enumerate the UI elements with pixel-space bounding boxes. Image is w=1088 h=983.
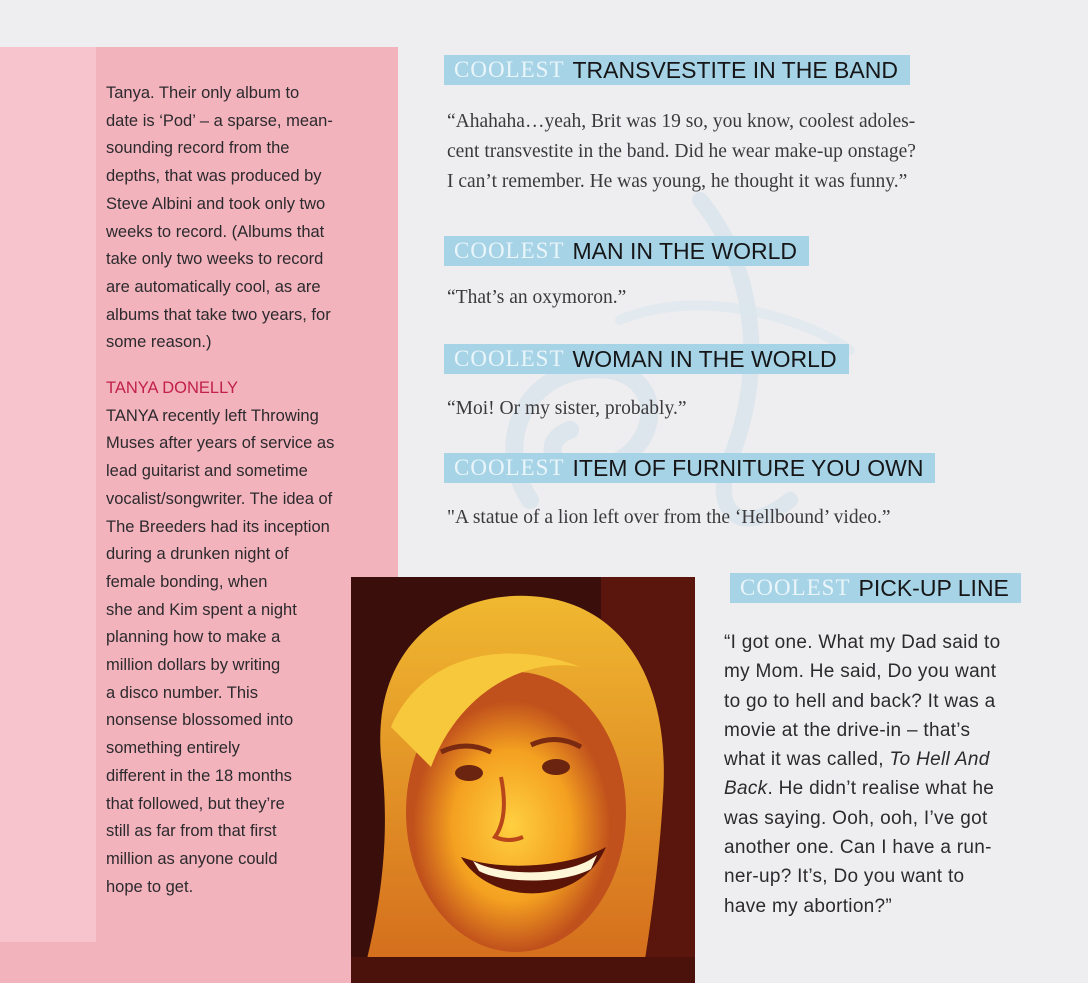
- bio-line: The Breeders had its inception: [106, 517, 330, 536]
- coolest-label: COOLEST: [454, 346, 565, 371]
- bio-line: million as anyone could: [106, 849, 278, 868]
- quote-line: [724, 774, 1064, 803]
- heading-woman: [444, 344, 849, 374]
- intro-line: take only two weeks to record: [106, 250, 324, 269]
- quote-line: I can’t remember. He was young, he thought it was funny.”: [447, 171, 908, 192]
- quote-furniture: "A statue of a lion left over from the ‘Hellbound’ video.”: [447, 507, 891, 528]
- quote-line: to go to hell and back? It was a: [724, 690, 996, 712]
- quote-line: another one. Can I have a run-: [724, 837, 992, 859]
- intro-line: date is ‘Pod’ – a sparse, mean-: [106, 111, 333, 130]
- bio-line: she and Kim spent a night: [106, 600, 297, 619]
- quote-line: ner-up? It’s, Do you want to: [724, 866, 965, 888]
- bio-line: a disco number. This: [106, 683, 258, 702]
- heading-topic: WOMAN IN THE WORLD: [572, 345, 837, 372]
- coolest-label: COOLEST: [454, 57, 565, 82]
- movie-title: Back: [724, 778, 768, 800]
- quote-transvestite: [447, 107, 1067, 197]
- heading-furniture: [444, 453, 935, 483]
- coolest-label: COOLEST: [454, 238, 565, 263]
- heading-transvestite: [444, 55, 910, 85]
- intro-line: depths, that was produced by: [106, 167, 322, 186]
- heading-topic: PICK-UP LINE: [858, 574, 1009, 601]
- quote-text: . He didn’t realise what he: [767, 778, 995, 800]
- bio-line: that followed, but they’re: [106, 794, 285, 813]
- quote-text: what it was called,: [724, 749, 890, 771]
- bio-line: female bonding, when: [106, 572, 268, 591]
- quote-line: cent transvestite in the band. Did he wear make-up onstage?: [447, 141, 916, 162]
- intro-line: some reason.): [106, 333, 212, 352]
- left-column: [106, 80, 391, 901]
- bio-line: still as far from that first: [106, 822, 277, 841]
- intro-line: Steve Albini and took only two: [106, 194, 326, 213]
- intro-line: sounding record from the: [106, 139, 290, 158]
- intro-line: albums that take two years, for: [106, 305, 331, 324]
- quote-pickup: [724, 628, 1064, 921]
- bio-line: nonsense blossomed into: [106, 711, 294, 730]
- quote-line: [724, 745, 1064, 774]
- bio-line: planning how to make a: [106, 628, 281, 647]
- bio-line: different in the 18 months: [106, 766, 292, 785]
- quote-line: was saying. Ooh, ooh, I’ve got: [724, 807, 988, 829]
- quote-woman: “Moi! Or my sister, probably.”: [447, 398, 687, 419]
- portrait-image: [351, 577, 695, 983]
- quote-line: movie at the drive-in – that’s: [724, 719, 971, 741]
- quote-line: have my abortion?”: [724, 895, 893, 917]
- bio-line: hope to get.: [106, 877, 194, 896]
- bio-line: Muses after years of service as: [106, 434, 335, 453]
- coolest-label: COOLEST: [454, 455, 565, 480]
- bio-line: TANYA recently left Throwing: [106, 406, 319, 425]
- bio-line: vocalist/songwriter. The idea of: [106, 489, 333, 508]
- heading-pickup: [730, 573, 1021, 603]
- quote-line: “I got one. What my Dad said to: [724, 632, 1001, 653]
- bio-heading: TANYA DONELLY: [106, 379, 239, 398]
- heading-topic: ITEM OF FURNITURE YOU OWN: [572, 454, 924, 481]
- quote-line: “Ahahaha…yeah, Brit was 19 so, you know, coolest adoles-: [447, 111, 916, 132]
- bio-line: during a drunken night of: [106, 545, 289, 564]
- intro-line: are automatically cool, as are: [106, 277, 321, 296]
- heading-topic: MAN IN THE WORLD: [572, 237, 797, 264]
- bio-line: lead guitarist and sometime: [106, 462, 308, 481]
- quote-line: my Mom. He said, Do you want: [724, 661, 997, 683]
- quote-man: “That’s an oxymoron.”: [447, 287, 627, 308]
- intro-line: Tanya. Their only album to: [106, 84, 300, 102]
- pink-panel-edge: [0, 47, 96, 942]
- portrait-photo: [351, 577, 695, 983]
- intro-line: weeks to record. (Albums that: [106, 222, 325, 241]
- heading-man: [444, 236, 809, 266]
- heading-topic: TRANSVESTITE IN THE BAND: [572, 56, 898, 83]
- bio-line: million dollars by writing: [106, 656, 281, 675]
- movie-title: To Hell And: [889, 749, 990, 771]
- coolest-label: COOLEST: [740, 575, 851, 600]
- bio-line: something entirely: [106, 739, 240, 758]
